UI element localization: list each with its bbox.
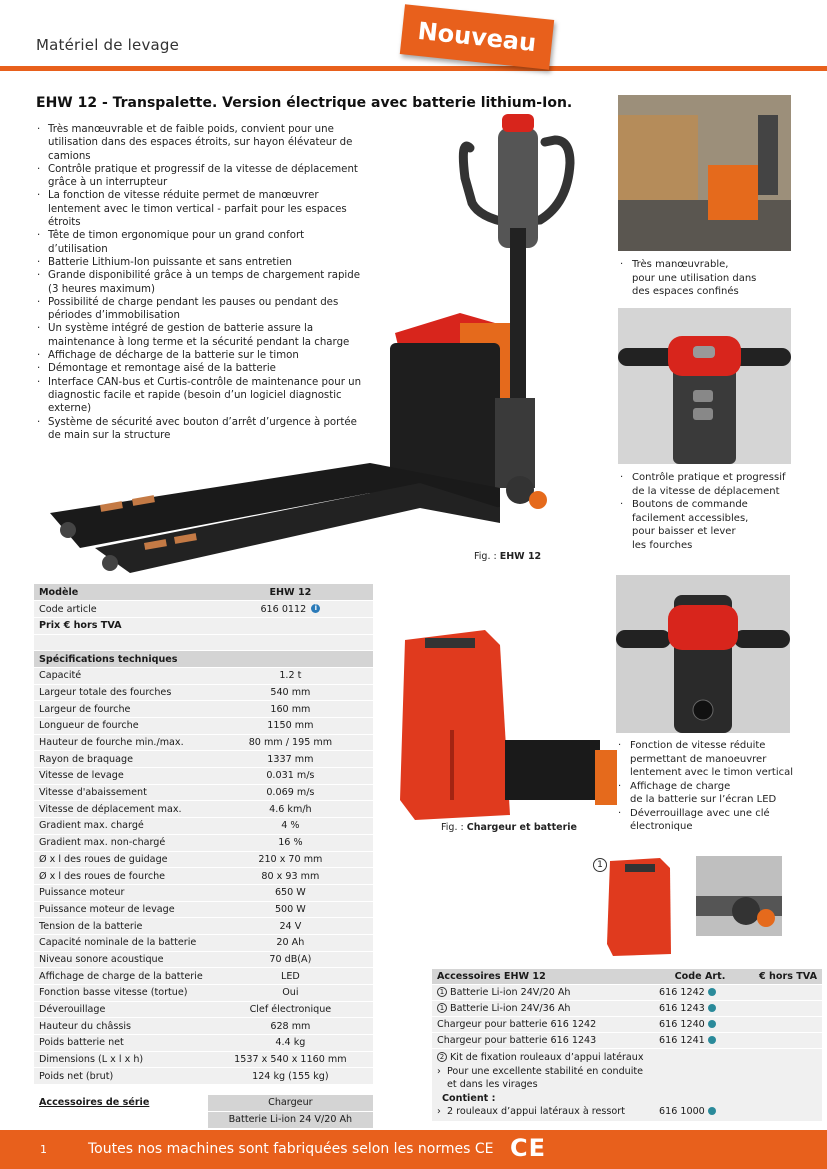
spec-row: Gradient max. chargé 4 % (34, 818, 373, 835)
feature-item: · Affichage de décharge de la batterie sur le timon (36, 349, 366, 362)
acc-row: Chargeur pour batterie 616 1242 616 1240 (432, 1017, 822, 1033)
spec-row: Dimensions (L x l x h) 1537 x 540 x 1160 mm (34, 1051, 373, 1068)
spec-row: Capacité 1.2 t (34, 667, 373, 684)
fig-label-main: Fig. : EHW 12 (474, 551, 542, 562)
tiller-head-graphic (618, 308, 791, 464)
tiller-head-photo (618, 308, 791, 464)
spec-table (34, 584, 373, 1129)
feature-item: · Possibilité de charge pendant les pauses ou pendant des périodes d’immobilisation (36, 296, 366, 323)
order-dot-icon (708, 1004, 716, 1012)
spec-row: Fonction basse vitesse (tortue) Oui (34, 985, 373, 1002)
caption-maneuverable: · Très manœuvrable, pour une utilisation dans des espaces confinés (618, 258, 756, 299)
product-title: EHW 12 - Transpalette. Version électrique avec batterie lithium-Ion. (36, 95, 573, 111)
spec-row: Poids batterie net 4.4 kg (34, 1035, 373, 1052)
feature-item: · Contrôle pratique et progressif de la vitesse de déplacement grâce à un interrupteur (36, 163, 366, 190)
spec-row: Largeur de fourche 160 mm (34, 701, 373, 718)
marker-1: 1 (593, 858, 607, 872)
section-title: Matériel de levage (36, 36, 180, 54)
feature-item: · Batterie Lithium-Ion puissante et sans entretien (36, 256, 366, 269)
acc-row: 1 Batterie Li-ion 24V/20 Ah 616 1242 (432, 985, 822, 1001)
spec-row: Ø x l des roues de fourche 80 x 93 mm (34, 868, 373, 885)
acc-row: 1 Batterie Li-ion 24V/36 Ah 616 1243 (432, 1001, 822, 1017)
feature-item: · Très manœuvrable et de faible poids, convient pour une utilisation dans des espaces étroits, sur hayon élévateur de camions (36, 123, 366, 163)
accessories-table (432, 969, 822, 1122)
spec-row: Longueur de fourche 1150 mm (34, 718, 373, 735)
spec-row: Rayon de braquage 1337 mm (34, 751, 373, 768)
feature-item: · La fonction de vitesse réduite permet de manœuvrer lentement avec le timon vertical - parfait pour les espaces étroits (36, 189, 366, 229)
feature-item: · Démontage et remontage aisé de la batterie (36, 362, 366, 375)
footer-text: Toutes nos machines sont fabriquées selon les normes CE (88, 1141, 494, 1157)
spec-row: Poids net (brut) 124 kg (155 kg) (34, 1068, 373, 1085)
spec-row: Puissance moteur 650 W (34, 884, 373, 901)
feature-item: · Grande disponibilité grâce à un temps de chargement rapide (3 heures maximum) (36, 269, 366, 296)
accessory-rollers-image (696, 856, 782, 936)
tiller-display-photo (616, 575, 790, 733)
spec-row: Tension de la batterie 24 V (34, 918, 373, 935)
feature-item: · Interface CAN-bus et Curtis-contrôle de maintenance pour un diagnostic facile et rapide (besoin d’un logiciel diagnostic externe) (36, 376, 366, 416)
spec-row: Ø x l des roues de guidage 210 x 70 mm (34, 851, 373, 868)
spec-series-row: Batterie Li-ion 24 V/20 Ah (34, 1111, 373, 1128)
order-dot-icon (708, 1020, 716, 1028)
ce-mark-icon: CE (510, 1134, 547, 1162)
warehouse-scene (618, 95, 791, 251)
acc-kit-row: 2 Kit de fixation rouleaux d’appui latéraux › Pour une excellente stabilité en conduite et dans les virages Contient : › 2 rouleaux d’appui latéraux à ressort 616 1000 (432, 1049, 822, 1122)
tiller-display-graphic (616, 575, 790, 733)
spec-row: Vitesse de levage 0.031 m/s (34, 768, 373, 785)
spec-series-row: Accessoires de série Chargeur (34, 1095, 373, 1112)
accessory-battery-image (605, 856, 675, 958)
acc-row: Chargeur pour batterie 616 1243 616 1241 (432, 1033, 822, 1049)
order-dot-icon (708, 1036, 716, 1044)
spec-row: Capacité nominale de la batterie 20 Ah (34, 934, 373, 951)
order-dot-icon (708, 988, 716, 996)
battery-charger-image (395, 620, 635, 820)
spec-price-row: Prix € hors TVA (34, 617, 373, 634)
caption-controls: · Contrôle pratique et progressif de la vitesse de déplacement · Boutons de commande facilement accessibles, pour baisser et lever les fourches (618, 471, 786, 552)
footer (0, 1130, 827, 1169)
fig-label-battery: Fig. : Chargeur et batterie (441, 822, 577, 833)
page-number: 1 (40, 1143, 47, 1156)
spec-row: Déverouillage Clef électronique (34, 1001, 373, 1018)
spec-row: Largeur totale des fourches 540 mm (34, 684, 373, 701)
spec-row: Hauteur du châssis 628 mm (34, 1018, 373, 1035)
caption-display: · Fonction de vitesse réduite permettant de manoeuvrer lentement avec le timon vertical · Affichage de charge de la batterie sur l’écran LED · Déverrouillage avec une clé électronique (616, 739, 793, 834)
spec-row: Hauteur de fourche min./max. 80 mm / 195 mm (34, 734, 373, 751)
order-dot-icon (708, 1107, 716, 1115)
spec-row: Affichage de charge de la batterie LED (34, 968, 373, 985)
spec-row: Gradient max. non-chargé 16 % (34, 834, 373, 851)
header-rule (0, 66, 827, 71)
feature-item: · Un système intégré de gestion de batterie assure la maintenance à long terme et la sécurité pendant la charge (36, 322, 366, 349)
feature-item: · Tête de timon ergonomique pour un grand confort d’utilisation (36, 229, 366, 256)
new-badge: Nouveau (400, 4, 554, 69)
spec-section-row: Spécifications techniques (34, 651, 373, 668)
spec-code-row: Code article 616 0112 i (34, 601, 373, 618)
spec-row: Puissance moteur de levage 500 W (34, 901, 373, 918)
info-icon[interactable]: i (311, 604, 320, 613)
pallet-truck-image (40, 108, 580, 583)
spec-row: Vitesse de déplacement max. 4.6 km/h (34, 801, 373, 818)
spec-row: Niveau sonore acoustique 70 dB(A) (34, 951, 373, 968)
spec-row: Vitesse d'abaissement 0.069 m/s (34, 784, 373, 801)
spec-blank-row (34, 634, 373, 651)
acc-header-row: Accessoires EHW 12 Code Art. € hors TVA (432, 969, 822, 985)
feature-item: · Système de sécurité avec bouton d’arrêt d’urgence à portée de main sur la structure (36, 416, 366, 443)
spec-header-row: Modèle EHW 12 (34, 584, 373, 601)
warehouse-photo (618, 95, 791, 251)
